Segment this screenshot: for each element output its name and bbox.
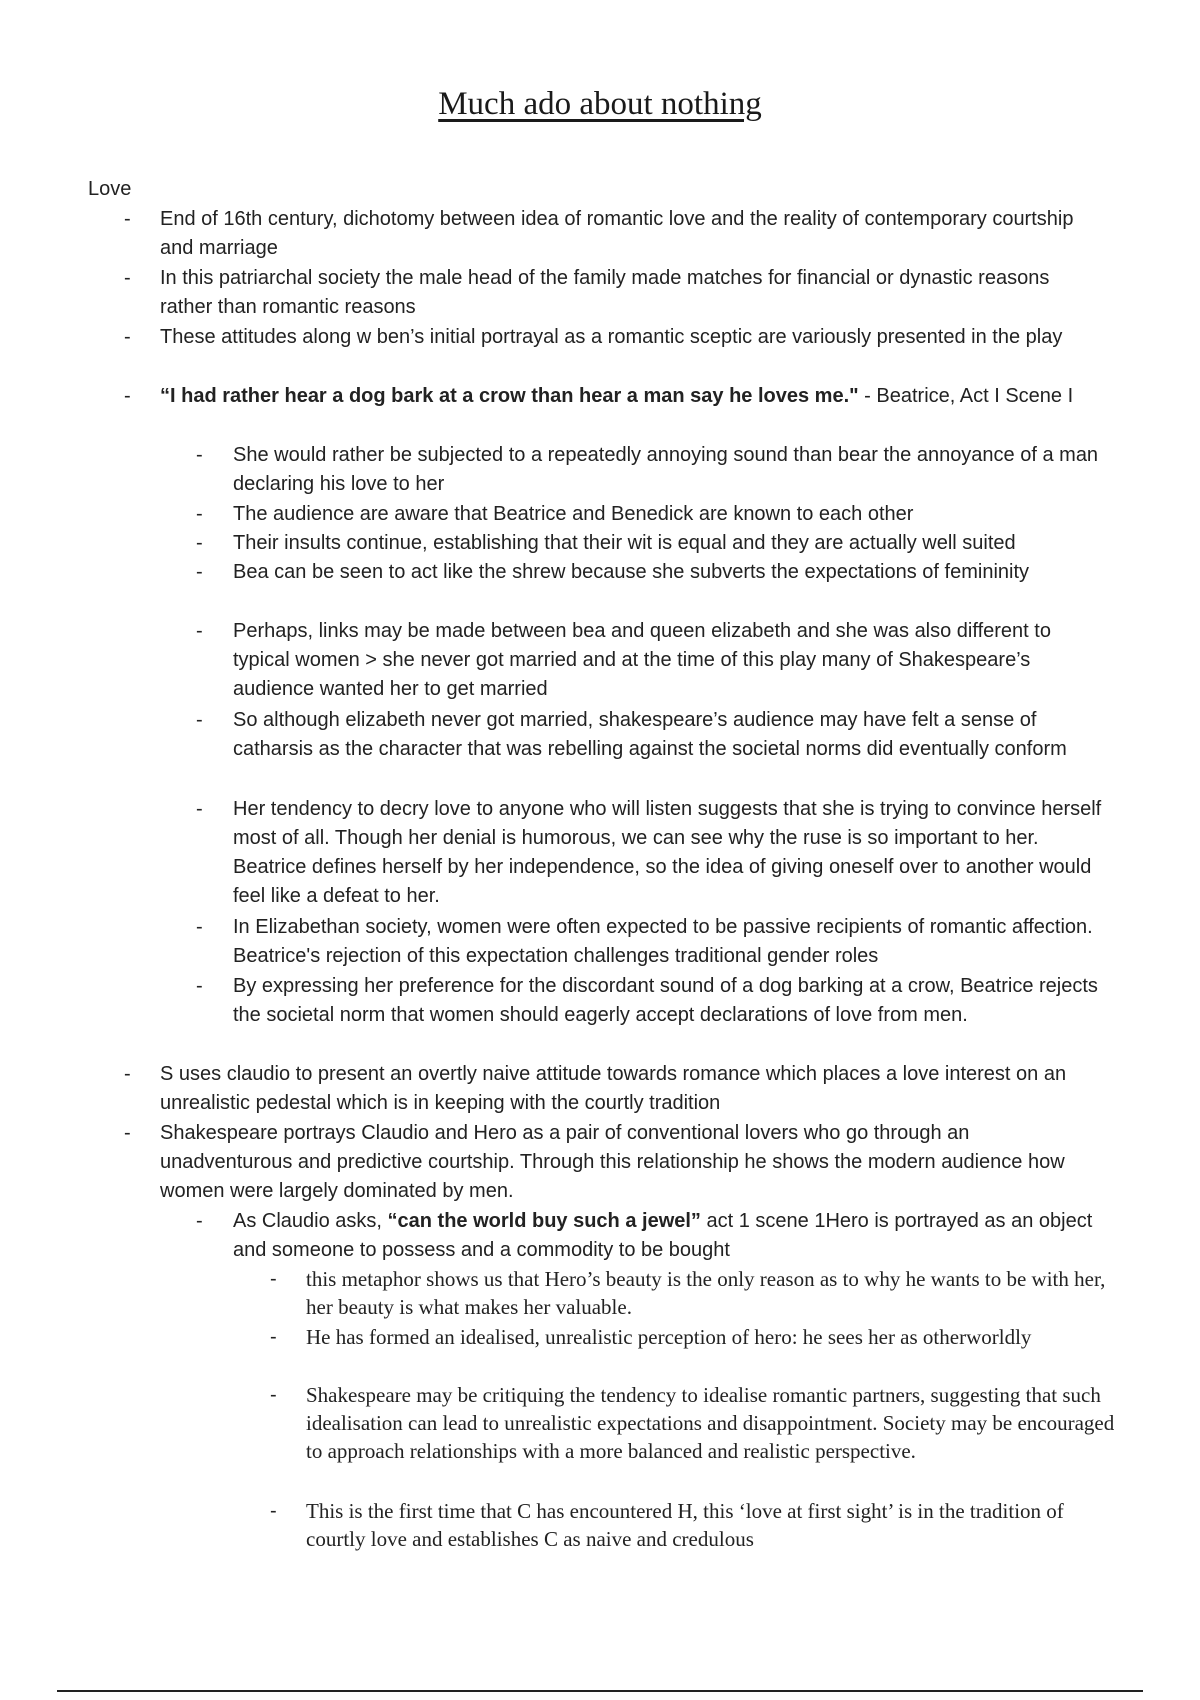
sub-bullet-item	[196, 706, 1105, 764]
bullet-dash: -	[124, 1063, 131, 1085]
quote-text: “I had rather hear a dog bark at a crow than hear a man say he loves me."	[160, 385, 859, 407]
bullet-text: These attitudes along w ben’s initial portrayal as a romantic sceptic are variously presented in the play	[160, 326, 1063, 348]
bullet-text: this metaphor shows us that Hero’s beauty is the only reason as to why he wants to be with her, her beauty is what makes her valuable.	[306, 1267, 1106, 1319]
quote-commentary: act 1 scene 1Hero is portrayed as an object and someone to possess and a commodity to be bought	[233, 1210, 1093, 1261]
sub-sub-bullet-item	[270, 1265, 1126, 1321]
sub-bullet-item	[196, 795, 1105, 911]
bullet-text: He has formed an idealised, unrealistic perception of hero: he sees her as otherworldly	[306, 1325, 1032, 1349]
sub-bullet-item	[196, 617, 1105, 704]
bullet-text: In Elizabethan society, women were often expected to be passive recipients of romantic affection. Beatrice's rejection of this expectation challenges traditional gender roles	[233, 916, 1093, 967]
sub-bullet-item	[196, 972, 1105, 1030]
sub-bullet-item	[196, 529, 1105, 558]
bullet-dash: -	[124, 208, 131, 230]
quote-lead: As Claudio asks,	[233, 1210, 388, 1232]
bullet-dash: -	[270, 1326, 277, 1348]
bullet-text: The audience are aware that Beatrice and Benedick are known to each other	[233, 503, 914, 525]
bullet-item	[124, 205, 1105, 263]
bullet-text: In this patriarchal society the male head of the family made matches for financial or dynastic reasons rather than romantic reasons	[160, 267, 1050, 318]
bullet-text: Bea can be seen to act like the shrew because she subverts the expectations of femininity	[233, 561, 1030, 583]
bullet-item	[124, 264, 1105, 322]
sub-sub-bullet-item	[270, 1381, 1126, 1465]
bullet-dash: -	[196, 620, 203, 642]
bullet-dash: -	[196, 975, 203, 997]
bullet-dash: -	[124, 267, 131, 289]
bullet-dash: -	[196, 561, 203, 583]
bullet-text	[160, 382, 1105, 411]
bullet-item	[124, 1060, 1105, 1118]
sub-bullet-item-quote	[196, 1207, 1105, 1265]
bullet-text: So although elizabeth never got married, shakespeare’s audience may have felt a sense of catharsis as the character that was rebelling against the societal norms did eventually conform	[233, 709, 1067, 760]
bullet-text: Shakespeare may be critiquing the tendency to idealise romantic partners, suggesting that such idealisation can lead to unrealistic expectations and disappointment. Society may be encouraged to approach relationships with a more balanced and realistic perspective.	[306, 1383, 1115, 1463]
bullet-dash: -	[196, 798, 203, 820]
bullet-dash: -	[270, 1384, 277, 1406]
bullet-dash: -	[196, 532, 203, 554]
bullet-item-quote	[124, 382, 1105, 411]
bullet-text: Perhaps, links may be made between bea and queen elizabeth and she was also different to typical women > she never got married and at the time of this play many of Shakespeare’s audience wanted her to get married	[233, 620, 1051, 700]
quote-text: “can the world buy such a jewel”	[387, 1210, 701, 1232]
bullet-dash: -	[196, 503, 203, 525]
sub-sub-bullet-item	[270, 1497, 1126, 1553]
sub-bullet-item	[196, 913, 1105, 971]
bullet-dash: -	[124, 326, 131, 348]
section-heading-love: Love	[88, 178, 132, 200]
bullet-item	[124, 323, 1105, 352]
bullet-dash: -	[196, 444, 203, 466]
bullet-item	[124, 1119, 1105, 1206]
bullet-dash: -	[196, 709, 203, 731]
sub-sub-bullet-item	[270, 1323, 1126, 1351]
bullet-dash: -	[196, 1210, 203, 1232]
bullet-text: Her tendency to decry love to anyone who will listen suggests that she is trying to convince herself most of all. Though her denial is humorous, we can see why the ruse is so important to her. Beatrice defines herself by her independence, so the idea of giving oneself over to another would feel like a defeat to her.	[233, 798, 1102, 907]
sub-bullet-item	[196, 441, 1105, 499]
bullet-text: End of 16th century, dichotomy between idea of romantic love and the reality of contemporary courtship and marriage	[160, 208, 1074, 259]
bullet-dash: -	[124, 385, 131, 407]
bullet-text: By expressing her preference for the discordant sound of a dog barking at a crow, Beatrice rejects the societal norm that women should eagerly accept declarations of love from men.	[233, 975, 1098, 1026]
sub-bullet-item	[196, 500, 1105, 529]
bullet-dash: -	[196, 916, 203, 938]
bottom-divider	[57, 1690, 1143, 1692]
bullet-dash: -	[270, 1500, 277, 1522]
bullet-text: This is the first time that C has encountered H, this ‘love at first sight’ is in the tradition of courtly love and establishes C as naive and credulous	[306, 1499, 1064, 1551]
bullet-dash: -	[270, 1268, 277, 1290]
quote-attribution: - Beatrice, Act I Scene I	[858, 385, 1074, 407]
sub-bullet-item	[196, 558, 1105, 587]
bullet-dash: -	[124, 1122, 131, 1144]
bullet-text: Their insults continue, establishing that their wit is equal and they are actually well suited	[233, 532, 1016, 554]
bullet-text: S uses claudio to present an overtly naive attitude towards romance which places a love interest on an unrealistic pedestal which is in keeping with the courtly tradition	[160, 1063, 1067, 1114]
bullet-text: Shakespeare portrays Claudio and Hero as a pair of conventional lovers who go through an unadventurous and predictive courtship. Through this relationship he shows the modern audience how women were largely dominated by men.	[160, 1122, 1065, 1202]
bullet-text	[233, 1207, 1105, 1265]
bullet-text: She would rather be subjected to a repeatedly annoying sound than bear the annoyance of a man declaring his love to her	[233, 444, 1099, 495]
document-title: Much ado about nothing	[438, 86, 762, 122]
